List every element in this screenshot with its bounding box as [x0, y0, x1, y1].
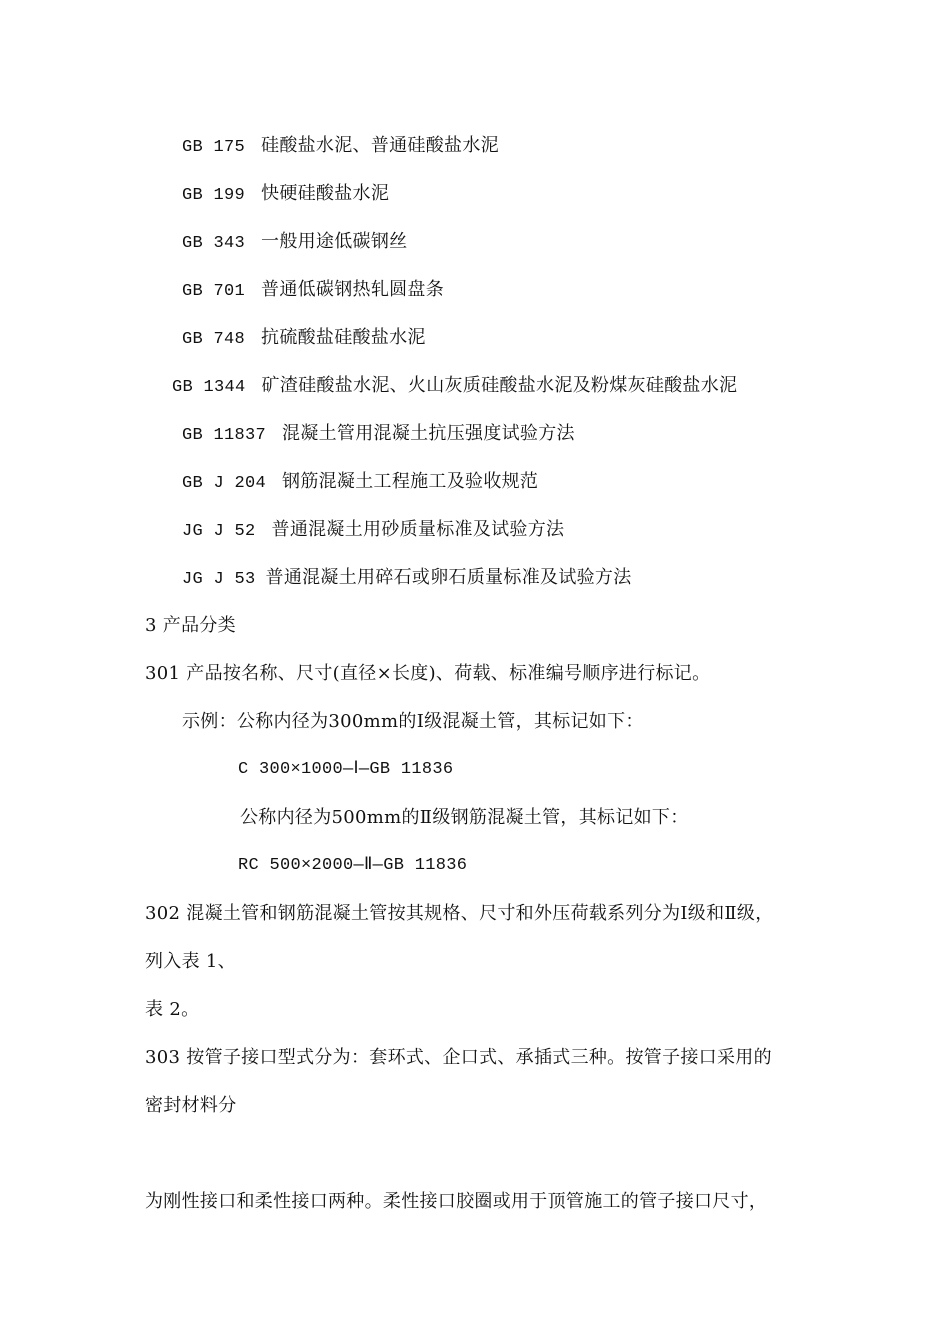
standard-item [182, 230, 407, 256]
standard-code: GB J 204 [182, 474, 267, 493]
standard-title: 普通混凝土用碎石或卵石质量标准及试验方法 [265, 567, 632, 588]
standard-title: 普通混凝土用砂质量标准及试验方法 [271, 519, 565, 540]
standard-code: GB 1344 [172, 378, 246, 397]
standard-code: GB 701 [182, 282, 246, 301]
standard-title: 抗硫酸盐硅酸盐水泥 [261, 327, 426, 348]
standard-title: 矿渣硅酸盐水泥、火山灰质硅酸盐水泥及粉煤灰硅酸盐水泥 [261, 375, 738, 396]
standard-item [182, 134, 499, 160]
clause-303-line-3: 为刚性接口和柔性接口两种。柔性接口胶圈或用于顶管施工的管子接口尺寸， [145, 1191, 768, 1212]
standard-code: GB 748 [182, 330, 246, 349]
standard-code: GB 175 [182, 138, 246, 157]
standard-title: 一般用途低碳钢丝 [261, 231, 408, 252]
standard-item [182, 566, 632, 592]
section-heading: 3 产品分类 [145, 615, 236, 636]
standard-title: 混凝土管用混凝土抗压强度试验方法 [282, 423, 575, 444]
clause-303-line-2: 密封材料分 [145, 1095, 237, 1116]
standard-title: 钢筋混凝土工程施工及验收规范 [282, 471, 539, 492]
clause-301: 301 产品按名称、尺寸(直径×长度)、荷载、标准编号顺序进行标记。 [145, 663, 711, 684]
standard-title: 快硬硅酸盐水泥 [261, 183, 390, 204]
example-2-intro: 公称内径为500mm的Ⅱ级钢筋混凝土管，其标记如下： [240, 807, 689, 828]
standard-item [182, 518, 564, 544]
clause-303-line-1: 303 按管子接口型式分为：套环式、企口式、承插式三种。按管子接口采用的 [145, 1047, 772, 1068]
standard-item [172, 374, 737, 400]
standard-item [182, 422, 575, 448]
standard-code: GB 11837 [182, 426, 267, 445]
standard-title: 普通低碳钢热轧圆盘条 [261, 279, 445, 300]
clause-302-line-1: 302 混凝土管和钢筋混凝土管按其规格、尺寸和外压荷载系列分为Ⅰ级和Ⅱ级， [145, 903, 774, 924]
standard-code: GB 343 [182, 234, 246, 253]
clause-302-line-3: 表 2。 [145, 999, 200, 1020]
clause-302-line-2: 列入表 1、 [145, 951, 236, 972]
example-intro: 示例：公称内径为300mm的Ⅰ级混凝土管，其标记如下： [182, 711, 644, 732]
marking-example-2: RC 500×2000—Ⅱ—GB 11836 [238, 856, 468, 875]
standard-item [182, 326, 426, 352]
standard-item [182, 182, 389, 208]
marking-example-1: C 300×1000—Ⅰ—GB 11836 [238, 760, 454, 779]
standard-item [182, 470, 538, 496]
standard-item [182, 278, 444, 304]
standard-title: 硅酸盐水泥、普通硅酸盐水泥 [261, 135, 499, 156]
standard-code: JG J 52 [182, 522, 256, 541]
standard-code: JG J 53 [182, 570, 256, 589]
standard-code: GB 199 [182, 186, 246, 205]
